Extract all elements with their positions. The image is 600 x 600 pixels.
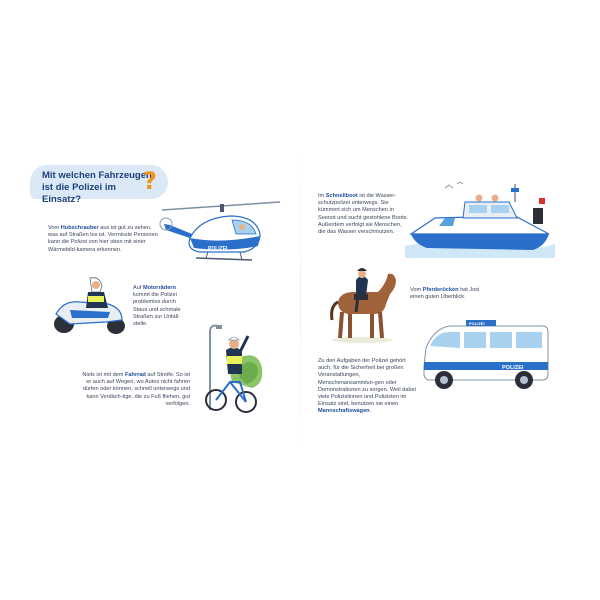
horse-text: Vom Pferderücken hat Josi einen guten Überblick. [410,287,480,301]
horse-keyword: Pferderücken [422,287,459,293]
page-gutter [300,150,301,450]
helicopter-keyword: Hubschrauber [60,225,99,231]
helicopter-illustration [160,194,290,274]
boat-text: Im Schnellboot ist die Wasser-schutzpolizei unterwegs. Sie kümmert sich um Menschen in Seenot und sucht gestohlene Boote. Außerdem verfolgt sie Menschen, die das Wasser verschmutzen. [318,193,409,236]
page-title [42,170,152,206]
bicycle-keyword: Fahrrad [125,372,146,378]
van-roof-label: POLIZEI [469,321,485,326]
van-label: POLIZEI [502,365,524,371]
title-line-1: Mit welchen Fahrzeugen [42,170,152,181]
horse-illustration [324,262,400,344]
boat-keyword: Schnellboot [325,193,358,199]
van-keyword: Mannschaftswagen [318,408,370,415]
bicycle-text: Niels ist mit dem Fahrrad auf Streife. So ist er auch auf Wegen, wo Autos nicht fahren dürfen oder können, schnell unterwegs und kann Verdäch-tige, die zu Fuß fliehen, gut verfolgen. [82,372,190,407]
van-illustration [420,318,550,392]
motorbike-keyword: Motorrädern [142,285,176,291]
boat-label: POLIZEI [493,234,517,240]
helicopter-text: Vom Hubschrauber aus ist gut zu sehen, was auf Straßen los ist. Vermisste Personen kann die Polizei von hier oben mit einer Wärmebild-kamera erkennen. [48,225,158,253]
van-text: Zu den Aufgaben der Polizei gehört auch, für die Sicherheit bei großen Veranstaltungen, Menschenansammlun-gen oder Demonstrationen zu sorgen. Weil dabei viele Polizistinnen und Polizisten im Einsatz sind, benutzen sie einen Mannschaftswagen. [318,358,416,415]
motorbike-illustration [50,272,130,340]
motorbike-text: Auf Motorrädern kommt die Polizei problemlos durch Staus und schmale Straßen zur Unfall-stelle. [133,285,181,328]
boat-illustration [405,180,555,260]
question-mark-icon: ? [143,167,157,195]
helicopter-label: POLIZEI [208,246,228,252]
bicycle-illustration [196,322,270,414]
title-line-2: ist die Polizei im Einsatz? [42,182,116,205]
